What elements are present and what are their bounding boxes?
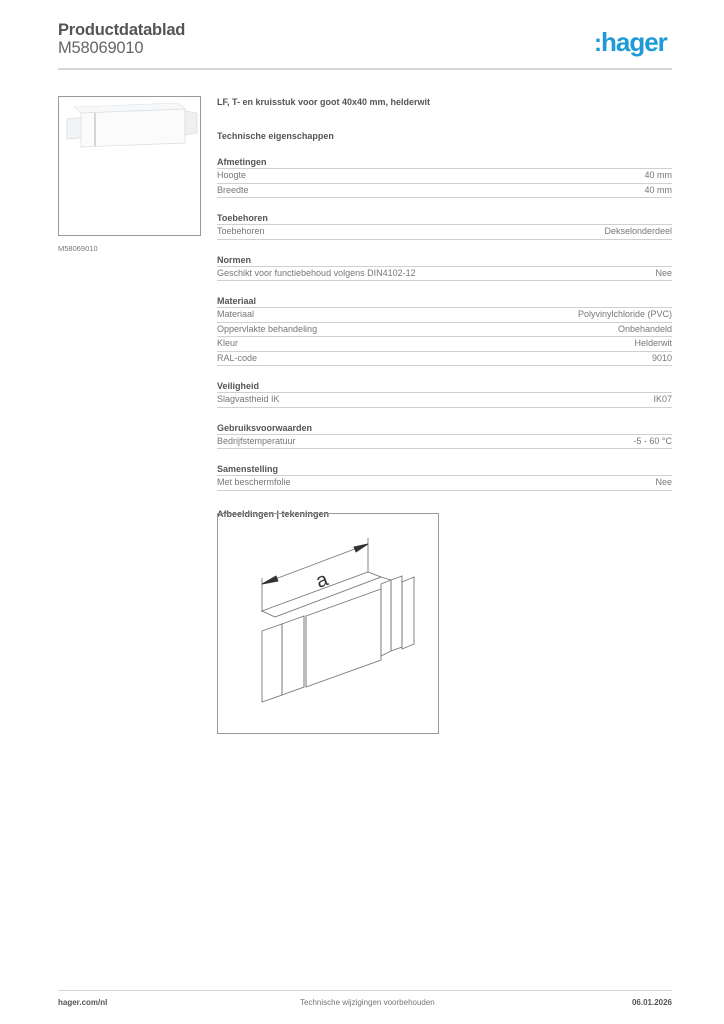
spec-label: Hoogte xyxy=(217,170,247,180)
product-image xyxy=(58,96,201,236)
spec-value: Polyvinylchloride (PVC) xyxy=(577,309,672,319)
spec-value: Nee xyxy=(655,477,672,487)
spec-label: Oppervlakte behandeling xyxy=(217,323,318,334)
article-number: M58069010 xyxy=(58,39,144,57)
page-title: Productdatablad xyxy=(58,21,186,39)
spec-content xyxy=(217,96,672,519)
spec-value: 9010 xyxy=(651,352,672,363)
section-gebruiksvoorwaarden xyxy=(217,422,672,450)
hager-logo: :hager xyxy=(594,27,667,57)
section-title: Veiligheid xyxy=(217,380,672,393)
cable-duct-t-piece-icon xyxy=(59,97,200,235)
section-title: Materiaal xyxy=(217,295,672,308)
spec-row xyxy=(217,308,672,323)
images-heading: Afbeeldingen | tekeningen xyxy=(217,508,330,519)
section-title: Toebehoren xyxy=(217,212,672,225)
footer-website-link[interactable]: hager.com/nl xyxy=(58,998,108,1007)
dimension-drawing-icon xyxy=(218,514,438,733)
spec-row xyxy=(217,169,672,184)
spec-row xyxy=(217,225,672,240)
section-materiaal xyxy=(217,295,672,366)
footer-divider xyxy=(58,990,672,991)
header-divider xyxy=(58,68,672,70)
spec-value: 40 mm xyxy=(644,170,672,180)
section-toebehoren xyxy=(217,212,672,240)
spec-value: IK07 xyxy=(653,394,672,404)
spec-label: Kleur xyxy=(217,338,239,348)
spec-value: Dekselonderdeel xyxy=(604,226,672,236)
section-title: Samenstelling xyxy=(217,463,672,476)
spec-value: Nee xyxy=(655,267,672,278)
spec-label: Materiaal xyxy=(217,309,255,319)
footer-disclaimer: Technische wijzigingen voorbehouden xyxy=(300,998,435,1007)
section-title: Afmetingen xyxy=(217,156,672,169)
product-description: LF, T- en kruisstuk voor goot 40x40 mm, helderwit xyxy=(217,97,431,107)
technical-drawing xyxy=(217,513,439,734)
footer-date: 06.01.2026 xyxy=(631,998,672,1007)
section-title: Gebruiksvoorwaarden xyxy=(217,422,672,435)
spec-value: -5 - 60 °C xyxy=(633,435,672,446)
spec-row xyxy=(217,393,672,408)
thumbnail-caption: M58069010 xyxy=(58,244,98,253)
section-afmetingen xyxy=(217,156,672,198)
spec-row xyxy=(217,435,672,450)
spec-row xyxy=(217,476,672,491)
spec-label: Toebehoren xyxy=(217,226,265,236)
technical-properties-heading: Technische eigenschappen xyxy=(217,131,334,141)
spec-label: Breedte xyxy=(217,184,249,195)
section-veiligheid xyxy=(217,380,672,408)
spec-row xyxy=(217,337,672,352)
spec-row xyxy=(217,352,672,367)
spec-value: Onbehandeld xyxy=(617,323,672,334)
spec-value: Helderwit xyxy=(634,338,672,348)
svg-text:a: a xyxy=(313,568,332,593)
section-title: Normen xyxy=(217,254,672,267)
spec-label: Bedrijfstemperatuur xyxy=(217,435,296,446)
section-normen xyxy=(217,254,672,282)
spec-label: Slagvastheid IK xyxy=(217,394,280,404)
spec-label: RAL-code xyxy=(217,352,258,363)
section-samenstelling xyxy=(217,463,672,491)
spec-row xyxy=(217,323,672,338)
spec-row xyxy=(217,184,672,199)
spec-value: 40 mm xyxy=(644,184,672,195)
spec-row xyxy=(217,267,672,282)
spec-label: Geschikt voor functiebehoud volgens DIN4102-12 xyxy=(217,267,416,278)
spec-label: Met beschermfolie xyxy=(217,477,291,487)
